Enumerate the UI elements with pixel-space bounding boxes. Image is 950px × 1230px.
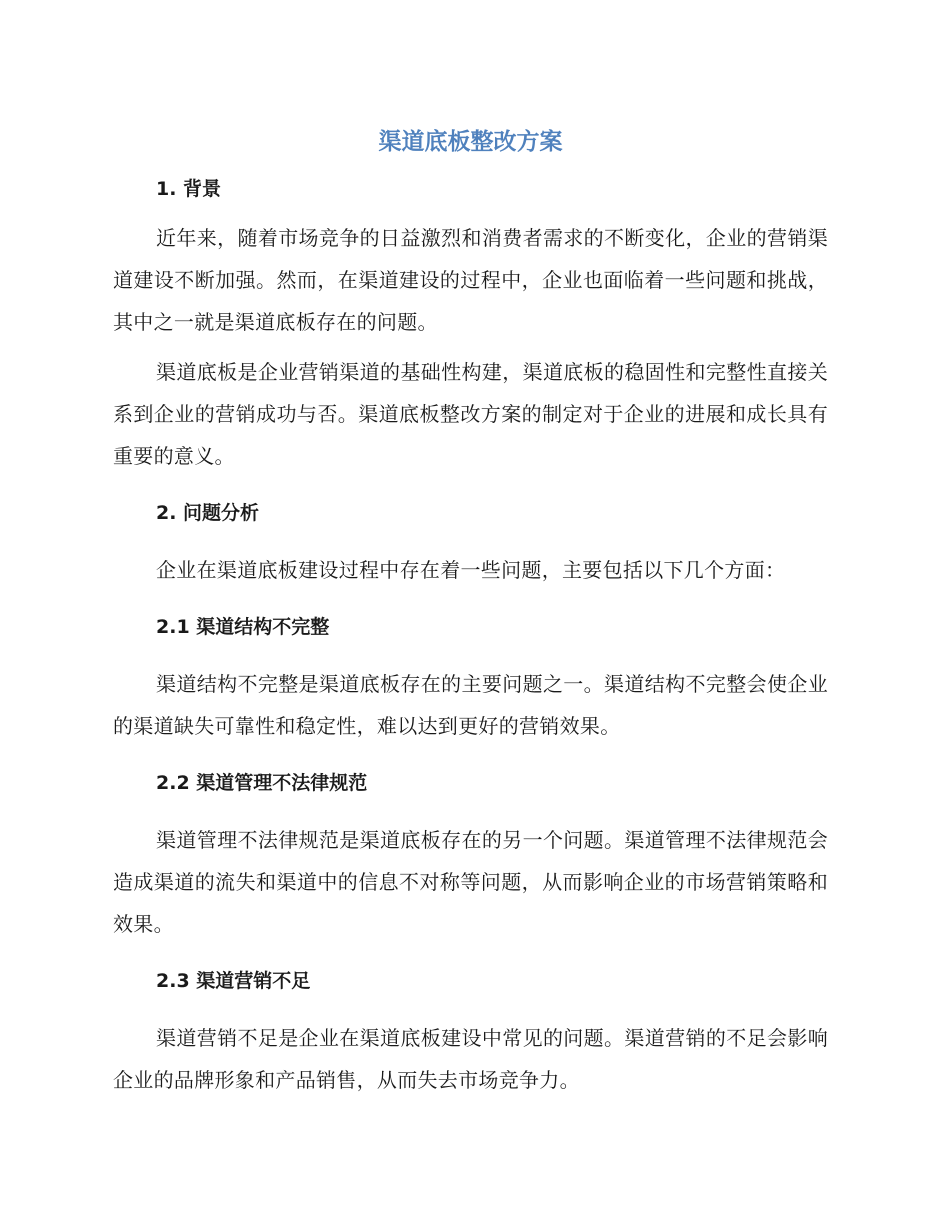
section-heading-background: 1. 背景 [156, 178, 222, 200]
section-2-1-paragraph: 渠道结构不完整是渠道底板存在的主要问题之一。渠道结构不完整会使企业的渠道缺失可靠性和稳定性，难以达到更好的营销效果。 [113, 672, 828, 738]
section-heading-2-2: 2.2 渠道管理不法律规范 [156, 772, 368, 794]
background-paragraph-2: 渠道底板是企业营销渠道的基础性构建，渠道底板的稳固性和完整性直接关系到企业的营销成功与否。渠道底板整改方案的制定对于企业的进展和成长具有重要的意义。 [113, 360, 828, 468]
section-heading-problem-analysis: 2. 问题分析 [156, 502, 260, 524]
section-2-3-paragraph: 渠道营销不足是企业在渠道底板建设中常见的问题。渠道营销的不足会影响企业的品牌形象和产品销售，从而失去市场竞争力。 [113, 1026, 828, 1092]
section-heading-2-3: 2.3 渠道营销不足 [156, 970, 311, 992]
section-heading-2-1: 2.1 渠道结构不完整 [156, 616, 330, 638]
section-2-2-paragraph: 渠道管理不法律规范是渠道底板存在的另一个问题。渠道管理不法律规范会造成渠道的流失和渠道中的信息不对称等问题，从而影响企业的市场营销策略和效果。 [113, 828, 828, 936]
document-title: 渠道底板整改方案 [378, 129, 563, 155]
background-paragraph-1: 近年来，随着市场竞争的日益激烈和消费者需求的不断变化，企业的营销渠道建设不断加强。然而，在渠道建设的过程中，企业也面临着一些问题和挑战，其中之一就是渠道底板存在的问题。 [113, 226, 828, 334]
problem-analysis-paragraph: 企业在渠道底板建设过程中存在着一些问题，主要包括以下几个方面： [156, 558, 786, 582]
